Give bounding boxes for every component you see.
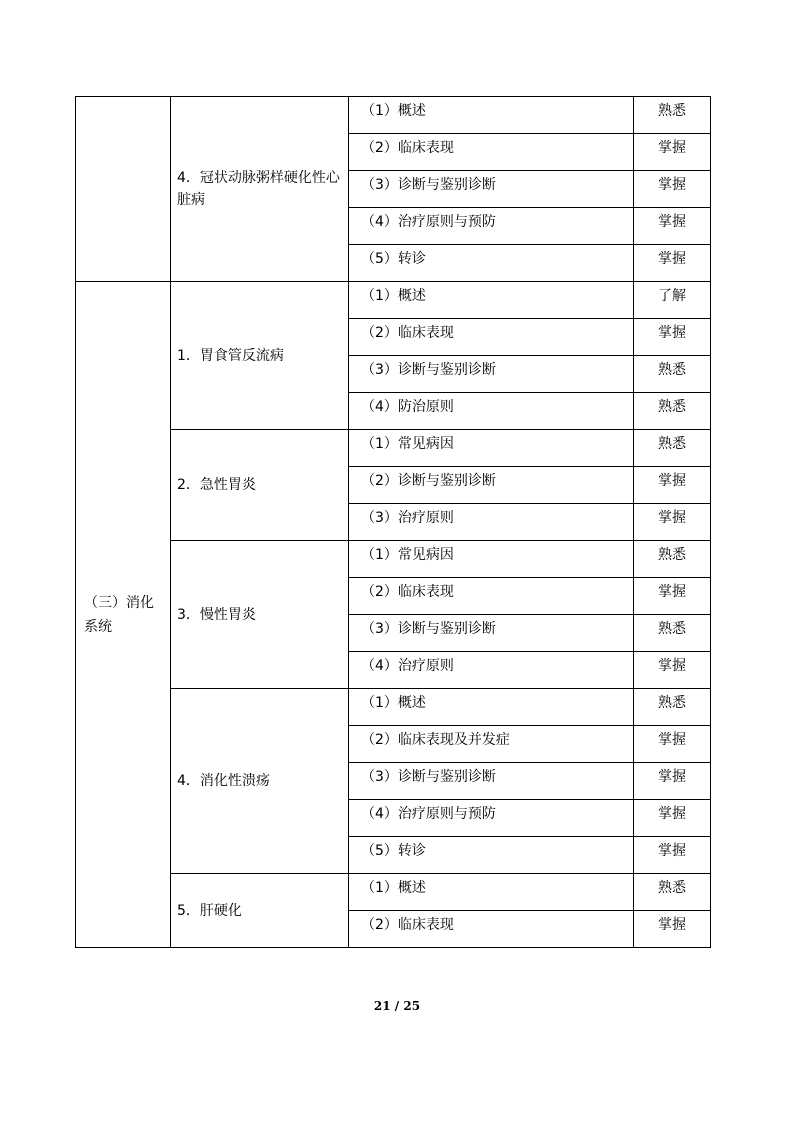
requirement-level-cell: 掌握: [634, 208, 711, 245]
system-cell: （三）消化系统: [76, 282, 171, 948]
content-item-cell: （2）诊断与鉴别诊断: [349, 467, 634, 504]
requirement-level-cell: 熟悉: [634, 874, 711, 911]
disease-cell: 4．冠状动脉粥样硬化性心脏病: [171, 97, 349, 282]
disease-cell: 1．胃食管反流病: [171, 282, 349, 430]
table-row: [76, 541, 711, 578]
requirement-level-cell: 了解: [634, 282, 711, 319]
content-item-cell: （3）诊断与鉴别诊断: [349, 171, 634, 208]
disease-cell: 2．急性胃炎: [171, 430, 349, 541]
page-number: 21 / 25: [373, 999, 421, 1013]
content-item-cell: （2）临床表现: [349, 134, 634, 171]
disease-cell: 3．慢性胃炎: [171, 541, 349, 689]
requirement-level-cell: 掌握: [634, 171, 711, 208]
requirement-level-cell: 熟悉: [634, 689, 711, 726]
requirement-level-cell: 掌握: [634, 467, 711, 504]
content-item-cell: （1）概述: [349, 282, 634, 319]
requirement-level-cell: 掌握: [634, 504, 711, 541]
content-item-cell: （2）临床表现: [349, 578, 634, 615]
content-item-cell: （1）常见病因: [349, 541, 634, 578]
content-item-cell: （4）治疗原则与预防: [349, 800, 634, 837]
content-item-cell: （3）诊断与鉴别诊断: [349, 356, 634, 393]
table-body: [76, 97, 711, 948]
requirement-level-cell: 掌握: [634, 911, 711, 948]
content-item-cell: （5）转诊: [349, 245, 634, 282]
content-item-cell: （3）治疗原则: [349, 504, 634, 541]
requirement-level-cell: 掌握: [634, 726, 711, 763]
system-cell: [76, 97, 171, 282]
requirement-level-cell: 掌握: [634, 134, 711, 171]
requirement-level-cell: 熟悉: [634, 393, 711, 430]
content-item-cell: （1）概述: [349, 97, 634, 134]
content-item-cell: （1）常见病因: [349, 430, 634, 467]
requirement-level-cell: 熟悉: [634, 97, 711, 134]
table-row: [76, 430, 711, 467]
content-item-cell: （1）概述: [349, 689, 634, 726]
content-item-cell: （1）概述: [349, 874, 634, 911]
content-item-cell: （2）临床表现: [349, 319, 634, 356]
requirement-level-cell: 掌握: [634, 800, 711, 837]
content-item-cell: （4）治疗原则与预防: [349, 208, 634, 245]
requirement-level-cell: 熟悉: [634, 541, 711, 578]
requirement-level-cell: 掌握: [634, 837, 711, 874]
requirement-level-cell: 熟悉: [634, 615, 711, 652]
disease-cell: 4．消化性溃疡: [171, 689, 349, 874]
content-item-cell: （3）诊断与鉴别诊断: [349, 763, 634, 800]
disease-cell: 5．肝硬化: [171, 874, 349, 948]
table-row: [76, 689, 711, 726]
content-item-cell: （2）临床表现: [349, 911, 634, 948]
requirement-level-cell: 掌握: [634, 245, 711, 282]
table-row: [76, 282, 711, 319]
content-item-cell: （4）治疗原则: [349, 652, 634, 689]
content-item-cell: （2）临床表现及并发症: [349, 726, 634, 763]
content-item-cell: （3）诊断与鉴别诊断: [349, 615, 634, 652]
syllabus-table: [75, 96, 711, 948]
requirement-level-cell: 掌握: [634, 578, 711, 615]
content-item-cell: （5）转诊: [349, 837, 634, 874]
requirement-level-cell: 熟悉: [634, 356, 711, 393]
table-row: [76, 97, 711, 134]
content-item-cell: （4）防治原则: [349, 393, 634, 430]
requirement-level-cell: 掌握: [634, 652, 711, 689]
requirement-level-cell: 熟悉: [634, 430, 711, 467]
requirement-level-cell: 掌握: [634, 319, 711, 356]
requirement-level-cell: 掌握: [634, 763, 711, 800]
table-row: [76, 874, 711, 911]
